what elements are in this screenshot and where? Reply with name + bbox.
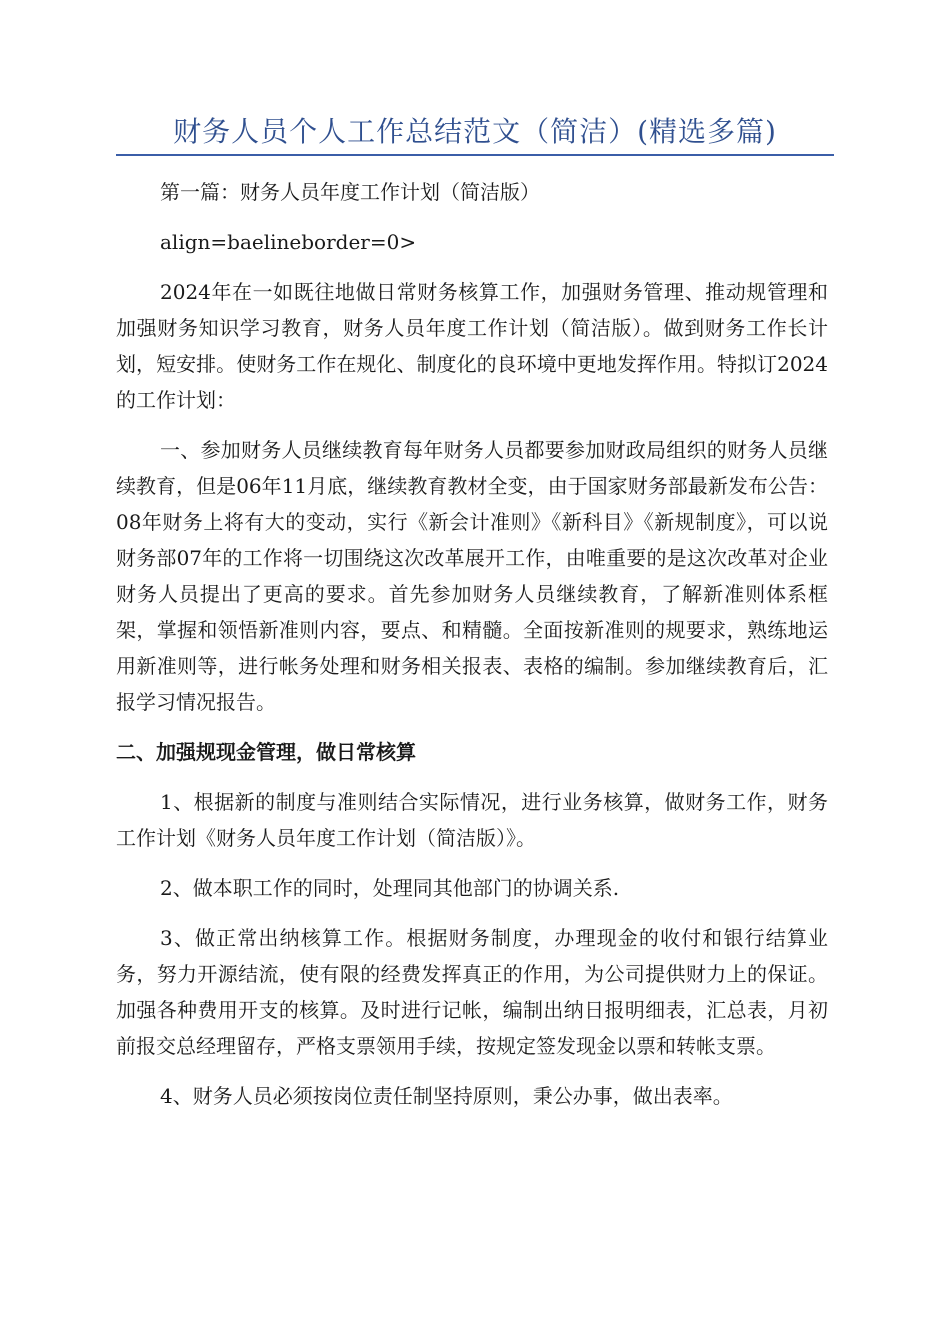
markup-artifact-line: align=baelineborder=0>: [160, 230, 417, 254]
item-3-paragraph: 3、做正常出纳核算工作。根据财务制度，办理现金的收付和银行结算业务，努力开源结流，使有限的经费发挥真正的作用，为公司提供财力上的保证。加强各种费用开支的核算。及时进行记帐，编制出纳日报明细表，汇总表，月初前报交总经理留存，严格支票领用手续，按规定签发现金以票和转帐支票。: [116, 926, 828, 1058]
item-4-paragraph: 4、财务人员必须按岗位责任制坚持原则，秉公办事，做出表率。: [160, 1084, 733, 1108]
title-underline: [116, 154, 834, 156]
intro-paragraph: 2024年在一如既往地做日常财务核算工作，加强财务管理、推动规管理和加强财务知识学习教育，财务人员年度工作计划（简洁版）。做到财务工作长计划，短安排。使财务工作在规化、制度化的良环境中更地发挥作用。特拟订2024的工作计划：: [116, 280, 828, 412]
item-2-paragraph: 2、做本职工作的同时，处理同其他部门的协调关系.: [160, 876, 620, 900]
section-one-paragraph: 一、参加财务人员继续教育每年财务人员都要参加财政局组织的财务人员继续教育，但是06年11月底，继续教育教材全变，由于国家财务部最新发布公告：08年财务上将有大的变动，实行《新会计准则》《新科目》《新规制度》，可以说财务部07年的工作将一切围绕这次改革展开工作，由唯重要的是这次改革对企业财务人员提出了更高的要求。首先参加财务人员继续教育，了解新准则体系框架，掌握和领悟新准则内容，要点、和精髓。全面按新准则的规要求，熟练地运用新准则等，进行帐务处理和财务相关报表、表格的编制。参加继续教育后，汇报学习情况报告。: [116, 438, 828, 714]
document-body: [116, 174, 828, 1114]
document-title: 财务人员个人工作总结范文（简洁）(精选多篇): [173, 115, 777, 148]
section-two-heading: 二、加强规现金管理，做日常核算: [116, 740, 416, 764]
chapter-heading: 第一篇：财务人员年度工作计划（简洁版）: [160, 180, 540, 204]
item-1-paragraph: 1、根据新的制度与准则结合实际情况，进行业务核算，做财务工作，财务工作计划《财务人员年度工作计划（简洁版）》。: [116, 790, 828, 850]
